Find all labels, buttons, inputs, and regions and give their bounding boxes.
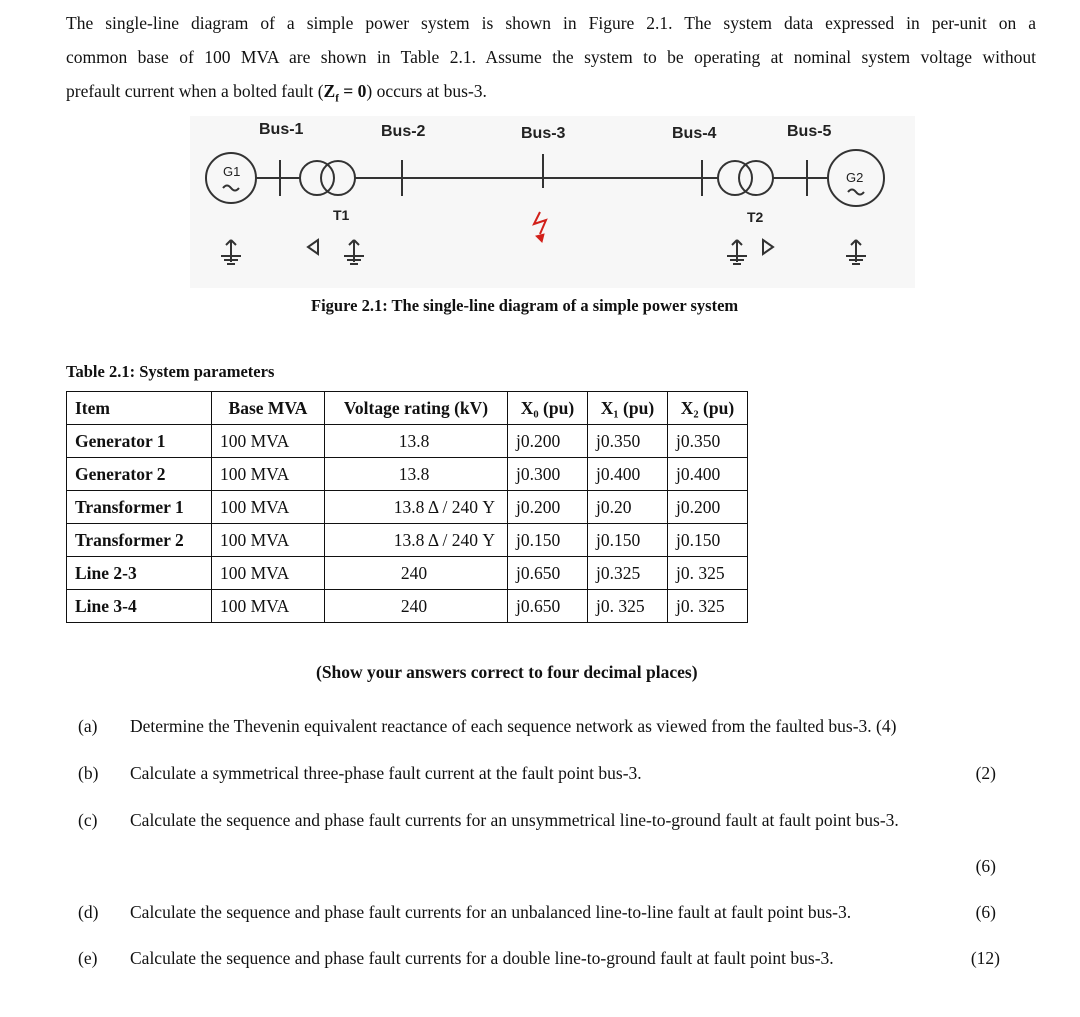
cell-x1: j0.350 xyxy=(588,425,668,458)
generator-2-label: G2 xyxy=(846,170,864,185)
bus-1-label: Bus-1 xyxy=(259,121,304,138)
cell-x1: j0.400 xyxy=(588,458,668,491)
cell-mva: 100 MVA xyxy=(212,590,325,623)
cell-voltage: 240 xyxy=(325,557,508,590)
question-c-points xyxy=(66,856,1026,882)
cell-x2: j0. 325 xyxy=(668,590,748,623)
header-item: Item xyxy=(67,392,212,425)
table-row xyxy=(67,425,748,458)
cell-voltage: 13.8 Δ / 240 Y xyxy=(325,524,508,557)
cell-item: Transformer 2 xyxy=(67,524,212,557)
cell-x0: j0.200 xyxy=(508,425,588,458)
precision-note: (Show your answers correct to four decimal places) xyxy=(316,662,698,682)
cell-x0: j0.650 xyxy=(508,590,588,623)
figure-caption: Figure 2.1: The single-line diagram of a simple power system xyxy=(311,296,739,315)
cell-x2: j0.200 xyxy=(668,491,748,524)
question-c xyxy=(66,810,1026,836)
cell-x2: j0.400 xyxy=(668,458,748,491)
cell-mva: 100 MVA xyxy=(212,524,325,557)
intro-line-3: prefault current when a bolted fault $(Z_f = 0)$ occurs at bus-3. xyxy=(66,81,487,105)
table-header-row xyxy=(67,392,748,425)
cell-x1: j0.20 xyxy=(588,491,668,524)
question-label: (b) xyxy=(78,763,99,783)
question-label: (d) xyxy=(78,902,99,922)
question-points: (6) xyxy=(975,856,996,876)
transformer-2-label: T2 xyxy=(747,209,764,225)
header-voltage: Voltage rating (kV) xyxy=(325,392,508,425)
intro-paragraph xyxy=(66,6,1036,116)
cell-x0: j0.300 xyxy=(508,458,588,491)
question-points: (2) xyxy=(975,763,996,783)
question-label: (e) xyxy=(78,948,98,968)
cell-item: Line 2-3 xyxy=(67,557,212,590)
header-x2: X₂ (pu) xyxy=(668,392,748,425)
table-row xyxy=(67,491,748,524)
table-row xyxy=(67,458,748,491)
cell-item: Line 3-4 xyxy=(67,590,212,623)
cell-mva: 100 MVA xyxy=(212,491,325,524)
cell-voltage: 13.8 Δ / 240 Y xyxy=(325,491,508,524)
cell-voltage: 13.8 xyxy=(325,458,508,491)
generator-1-label: G1 xyxy=(223,164,241,179)
table-row xyxy=(67,524,748,557)
cell-x0: j0.650 xyxy=(508,557,588,590)
cell-x0: j0.200 xyxy=(508,491,588,524)
cell-x1: j0.150 xyxy=(588,524,668,557)
bus-5-label: Bus-5 xyxy=(787,123,832,140)
question-b xyxy=(66,763,1026,789)
cell-mva: 100 MVA xyxy=(212,557,325,590)
cell-x2: j0.350 xyxy=(668,425,748,458)
question-text: Determine the Thevenin equivalent reactance of each sequence network as viewed from the faulted bus-3. (4) xyxy=(130,716,897,736)
question-e xyxy=(66,948,1026,974)
table-row xyxy=(67,590,748,623)
header-x0: X₀ (pu) xyxy=(508,392,588,425)
cell-voltage: 13.8 xyxy=(325,425,508,458)
question-points: (6) xyxy=(975,902,996,922)
question-text: Calculate the sequence and phase fault currents for an unbalanced line-to-line fault at fault point bus-3. xyxy=(130,902,852,922)
question-points: (12) xyxy=(970,948,1000,968)
table-title: Table 2.1: System parameters xyxy=(66,362,275,381)
bus-3-label: Bus-3 xyxy=(521,125,566,142)
table-row xyxy=(67,557,748,590)
bus-2-label: Bus-2 xyxy=(381,123,426,140)
cell-mva: 100 MVA xyxy=(212,458,325,491)
question-text: Calculate the sequence and phase fault currents for a double line-to-ground fault at fault point bus-3. xyxy=(130,948,834,968)
cell-x1: j0. 325 xyxy=(588,590,668,623)
cell-x1: j0.325 xyxy=(588,557,668,590)
single-line-diagram xyxy=(190,116,915,288)
transformer-1-label: T1 xyxy=(333,207,350,223)
cell-item: Generator 1 xyxy=(67,425,212,458)
system-parameters-table xyxy=(66,391,748,623)
intro-line-2: common base of 100 MVA are shown in Table 2.1. Assume the system to be operating at nominal system voltage without xyxy=(66,47,1036,67)
cell-voltage: 240 xyxy=(325,590,508,623)
question-label: (c) xyxy=(78,810,98,830)
question-d xyxy=(66,902,1026,928)
cell-item: Generator 2 xyxy=(67,458,212,491)
cell-item: Transformer 1 xyxy=(67,491,212,524)
intro-line-1: The single-line diagram of a simple power system is shown in Figure 2.1. The system data expressed in per-unit on a xyxy=(66,13,1036,33)
bus-4-label: Bus-4 xyxy=(672,125,717,142)
question-label: (a) xyxy=(78,716,98,736)
question-a xyxy=(66,716,1026,742)
cell-x0: j0.150 xyxy=(508,524,588,557)
cell-x2: j0.150 xyxy=(668,524,748,557)
question-text: Calculate the sequence and phase fault currents for an unsymmetrical line-to-ground fault at fault point bus-3. xyxy=(130,810,899,830)
question-text: Calculate a symmetrical three-phase fault current at the fault point bus-3. xyxy=(130,763,642,783)
header-x1: X₁ (pu) xyxy=(588,392,668,425)
cell-mva: 100 MVA xyxy=(212,425,325,458)
cell-x2: j0. 325 xyxy=(668,557,748,590)
header-base-mva: Base MVA xyxy=(212,392,325,425)
